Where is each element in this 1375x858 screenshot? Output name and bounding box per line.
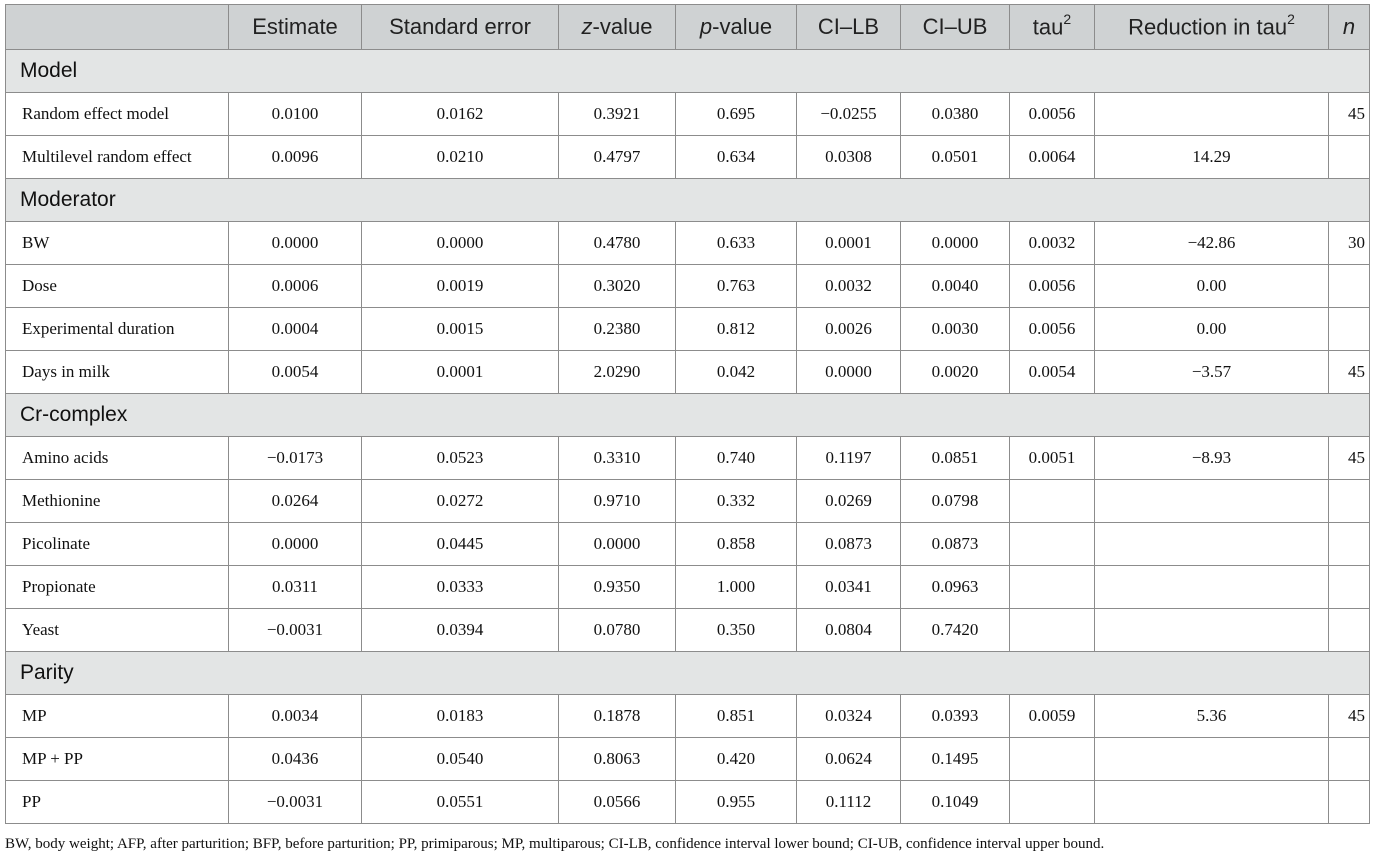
- cell-reduction-in-tau2: −8.93: [1095, 437, 1329, 480]
- cell-standard-error: 0.0001: [362, 351, 559, 394]
- cell-estimate: −0.0173: [229, 437, 362, 480]
- cell-ci-ub: 0.7420: [901, 609, 1010, 652]
- cell-z-value: 0.3020: [559, 265, 676, 308]
- cell-z-value: 0.9710: [559, 480, 676, 523]
- cell-label: Propionate: [6, 566, 229, 609]
- table-row: [6, 695, 1370, 738]
- cell-n: 45: [1329, 351, 1370, 394]
- table-row: [6, 480, 1370, 523]
- header-row: [6, 5, 1370, 50]
- cell-ci-ub: 0.0380: [901, 93, 1010, 136]
- cell-estimate: 0.0004: [229, 308, 362, 351]
- cell-n: [1329, 566, 1370, 609]
- header-n-italic: n: [1342, 14, 1356, 39]
- cell-ci-lb: 0.1112: [797, 781, 901, 824]
- cell-ci-ub: 0.0393: [901, 695, 1010, 738]
- cell-p-value: 0.763: [676, 265, 797, 308]
- cell-label: Experimental duration: [6, 308, 229, 351]
- table-row: [6, 265, 1370, 308]
- cell-p-value: 0.633: [676, 222, 797, 265]
- cell-label: PP: [6, 781, 229, 824]
- cell-p-value: 0.420: [676, 738, 797, 781]
- cell-standard-error: 0.0183: [362, 695, 559, 738]
- cell-p-value: 0.812: [676, 308, 797, 351]
- table-row: [6, 523, 1370, 566]
- cell-tau2: 0.0032: [1010, 222, 1095, 265]
- cell-label: Dose: [6, 265, 229, 308]
- cell-z-value: 0.3921: [559, 93, 676, 136]
- cell-z-value: 0.4780: [559, 222, 676, 265]
- cell-p-value: 0.332: [676, 480, 797, 523]
- cell-ci-lb: 0.0032: [797, 265, 901, 308]
- cell-standard-error: 0.0394: [362, 609, 559, 652]
- cell-z-value: 0.8063: [559, 738, 676, 781]
- header-tau-text: tau: [1032, 14, 1064, 40]
- cell-reduction-in-tau2: 14.29: [1095, 136, 1329, 179]
- cell-p-value: 0.042: [676, 351, 797, 394]
- table-row: [6, 566, 1370, 609]
- header-z-italic: z: [581, 14, 593, 39]
- table-row: [6, 308, 1370, 351]
- cell-estimate: 0.0096: [229, 136, 362, 179]
- cell-p-value: 0.955: [676, 781, 797, 824]
- section-header-row: [6, 652, 1370, 695]
- cell-p-value: 1.000: [676, 566, 797, 609]
- cell-estimate: 0.0006: [229, 265, 362, 308]
- cell-z-value: 0.0780: [559, 609, 676, 652]
- header-p-rest: -value: [712, 14, 773, 39]
- cell-reduction-in-tau2: 0.00: [1095, 265, 1329, 308]
- cell-estimate: −0.0031: [229, 609, 362, 652]
- cell-tau2: [1010, 566, 1095, 609]
- table-row: [6, 781, 1370, 824]
- meta-analysis-table: [5, 4, 1370, 824]
- cell-tau2: [1010, 738, 1095, 781]
- cell-p-value: 0.350: [676, 609, 797, 652]
- cell-reduction-in-tau2: [1095, 93, 1329, 136]
- cell-tau2: [1010, 480, 1095, 523]
- cell-label: MP: [6, 695, 229, 738]
- cell-standard-error: 0.0523: [362, 437, 559, 480]
- cell-estimate: 0.0000: [229, 222, 362, 265]
- cell-reduction-in-tau2: −3.57: [1095, 351, 1329, 394]
- cell-label: Multilevel random effect: [6, 136, 229, 179]
- cell-label: Amino acids: [6, 437, 229, 480]
- cell-ci-ub: 0.1049: [901, 781, 1010, 824]
- header-n: [1329, 5, 1370, 50]
- cell-n: [1329, 609, 1370, 652]
- cell-n: 45: [1329, 437, 1370, 480]
- cell-tau2: 0.0059: [1010, 695, 1095, 738]
- cell-reduction-in-tau2: [1095, 781, 1329, 824]
- cell-p-value: 0.634: [676, 136, 797, 179]
- table-row: [6, 222, 1370, 265]
- header-ci-lb: CI–LB: [797, 5, 901, 50]
- cell-z-value: 2.0290: [559, 351, 676, 394]
- cell-estimate: 0.0264: [229, 480, 362, 523]
- table-row: [6, 351, 1370, 394]
- cell-ci-lb: 0.0341: [797, 566, 901, 609]
- header-estimate: Estimate: [229, 5, 362, 50]
- table-row: [6, 136, 1370, 179]
- cell-standard-error: 0.0551: [362, 781, 559, 824]
- cell-z-value: 0.0566: [559, 781, 676, 824]
- cell-p-value: 0.695: [676, 93, 797, 136]
- cell-standard-error: 0.0019: [362, 265, 559, 308]
- cell-reduction-in-tau2: [1095, 566, 1329, 609]
- cell-ci-lb: 0.0324: [797, 695, 901, 738]
- cell-label: Yeast: [6, 609, 229, 652]
- cell-ci-lb: 0.0624: [797, 738, 901, 781]
- cell-reduction-in-tau2: −42.86: [1095, 222, 1329, 265]
- cell-ci-ub: 0.0798: [901, 480, 1010, 523]
- cell-tau2: 0.0054: [1010, 351, 1095, 394]
- cell-reduction-in-tau2: [1095, 609, 1329, 652]
- section-header-row: [6, 394, 1370, 437]
- cell-p-value: 0.858: [676, 523, 797, 566]
- cell-estimate: 0.0000: [229, 523, 362, 566]
- header-reduction-sup: 2: [1287, 11, 1295, 28]
- cell-tau2: 0.0056: [1010, 93, 1095, 136]
- header-ci-ub: CI–UB: [901, 5, 1010, 50]
- section-title: Parity: [6, 652, 1370, 695]
- cell-estimate: 0.0311: [229, 566, 362, 609]
- header-p-italic: p: [699, 14, 713, 39]
- results-table-container: [5, 4, 1369, 824]
- table-row: [6, 738, 1370, 781]
- section-title: Moderator: [6, 179, 1370, 222]
- header-p-value: [676, 5, 797, 50]
- cell-standard-error: 0.0015: [362, 308, 559, 351]
- cell-reduction-in-tau2: 5.36: [1095, 695, 1329, 738]
- cell-tau2: [1010, 781, 1095, 824]
- cell-ci-lb: 0.0873: [797, 523, 901, 566]
- cell-n: 30: [1329, 222, 1370, 265]
- cell-ci-lb: 0.0308: [797, 136, 901, 179]
- cell-tau2: 0.0056: [1010, 265, 1095, 308]
- cell-estimate: 0.0436: [229, 738, 362, 781]
- cell-reduction-in-tau2: 0.00: [1095, 308, 1329, 351]
- cell-estimate: 0.0034: [229, 695, 362, 738]
- cell-estimate: 0.0054: [229, 351, 362, 394]
- table-footnote: BW, body weight; AFP, after parturition; BFP, before parturition; PP, primiparous; MP, multiparous; CI-LB, confidence interval lower bound; CI-UB, confidence interval upper bound.: [5, 836, 1105, 852]
- table-row: [6, 437, 1370, 480]
- cell-z-value: 0.2380: [559, 308, 676, 351]
- section-title: Model: [6, 50, 1370, 93]
- cell-n: [1329, 136, 1370, 179]
- table-row: [6, 609, 1370, 652]
- cell-standard-error: 0.0272: [362, 480, 559, 523]
- cell-reduction-in-tau2: [1095, 480, 1329, 523]
- cell-ci-ub: 0.0030: [901, 308, 1010, 351]
- cell-ci-ub: 0.1495: [901, 738, 1010, 781]
- cell-n: [1329, 738, 1370, 781]
- cell-estimate: −0.0031: [229, 781, 362, 824]
- header-reduction-in-tau2: [1095, 5, 1329, 50]
- cell-tau2: [1010, 523, 1095, 566]
- cell-standard-error: 0.0540: [362, 738, 559, 781]
- cell-reduction-in-tau2: [1095, 523, 1329, 566]
- cell-standard-error: 0.0000: [362, 222, 559, 265]
- section-title: Cr-complex: [6, 394, 1370, 437]
- section-header-row: [6, 179, 1370, 222]
- cell-standard-error: 0.0162: [362, 93, 559, 136]
- cell-label: Methionine: [6, 480, 229, 523]
- cell-z-value: 0.9350: [559, 566, 676, 609]
- cell-n: [1329, 308, 1370, 351]
- cell-n: [1329, 265, 1370, 308]
- cell-p-value: 0.740: [676, 437, 797, 480]
- cell-reduction-in-tau2: [1095, 738, 1329, 781]
- cell-ci-ub: 0.0873: [901, 523, 1010, 566]
- cell-z-value: 0.4797: [559, 136, 676, 179]
- cell-label: BW: [6, 222, 229, 265]
- cell-ci-lb: 0.0001: [797, 222, 901, 265]
- cell-standard-error: 0.0445: [362, 523, 559, 566]
- cell-estimate: 0.0100: [229, 93, 362, 136]
- cell-standard-error: 0.0333: [362, 566, 559, 609]
- cell-ci-lb: 0.0026: [797, 308, 901, 351]
- cell-standard-error: 0.0210: [362, 136, 559, 179]
- cell-label: Random effect model: [6, 93, 229, 136]
- table-row: [6, 93, 1370, 136]
- cell-tau2: 0.0064: [1010, 136, 1095, 179]
- cell-p-value: 0.851: [676, 695, 797, 738]
- cell-ci-ub: 0.0000: [901, 222, 1010, 265]
- cell-label: Days in milk: [6, 351, 229, 394]
- cell-ci-lb: 0.0804: [797, 609, 901, 652]
- header-tau-sup: 2: [1063, 11, 1072, 28]
- header-blank: [6, 5, 229, 50]
- cell-tau2: 0.0056: [1010, 308, 1095, 351]
- cell-ci-ub: 0.0501: [901, 136, 1010, 179]
- cell-ci-lb: 0.0000: [797, 351, 901, 394]
- cell-ci-lb: 0.0269: [797, 480, 901, 523]
- cell-n: 45: [1329, 93, 1370, 136]
- table-body: [6, 50, 1370, 824]
- cell-ci-ub: 0.0040: [901, 265, 1010, 308]
- cell-ci-ub: 0.0020: [901, 351, 1010, 394]
- header-reduction-text: Reduction in tau: [1128, 14, 1288, 40]
- cell-tau2: 0.0051: [1010, 437, 1095, 480]
- cell-z-value: 0.1878: [559, 695, 676, 738]
- header-standard-error: Standard error: [362, 5, 559, 50]
- cell-label: Picolinate: [6, 523, 229, 566]
- cell-z-value: 0.0000: [559, 523, 676, 566]
- cell-n: [1329, 781, 1370, 824]
- cell-z-value: 0.3310: [559, 437, 676, 480]
- cell-ci-ub: 0.0851: [901, 437, 1010, 480]
- cell-ci-lb: 0.1197: [797, 437, 901, 480]
- cell-label: MP + PP: [6, 738, 229, 781]
- cell-n: [1329, 523, 1370, 566]
- section-header-row: [6, 50, 1370, 93]
- cell-tau2: [1010, 609, 1095, 652]
- header-z-value: [559, 5, 676, 50]
- cell-ci-lb: −0.0255: [797, 93, 901, 136]
- header-z-rest: -value: [592, 14, 653, 39]
- cell-n: 45: [1329, 695, 1370, 738]
- cell-ci-ub: 0.0963: [901, 566, 1010, 609]
- header-tau2: [1010, 5, 1095, 50]
- cell-n: [1329, 480, 1370, 523]
